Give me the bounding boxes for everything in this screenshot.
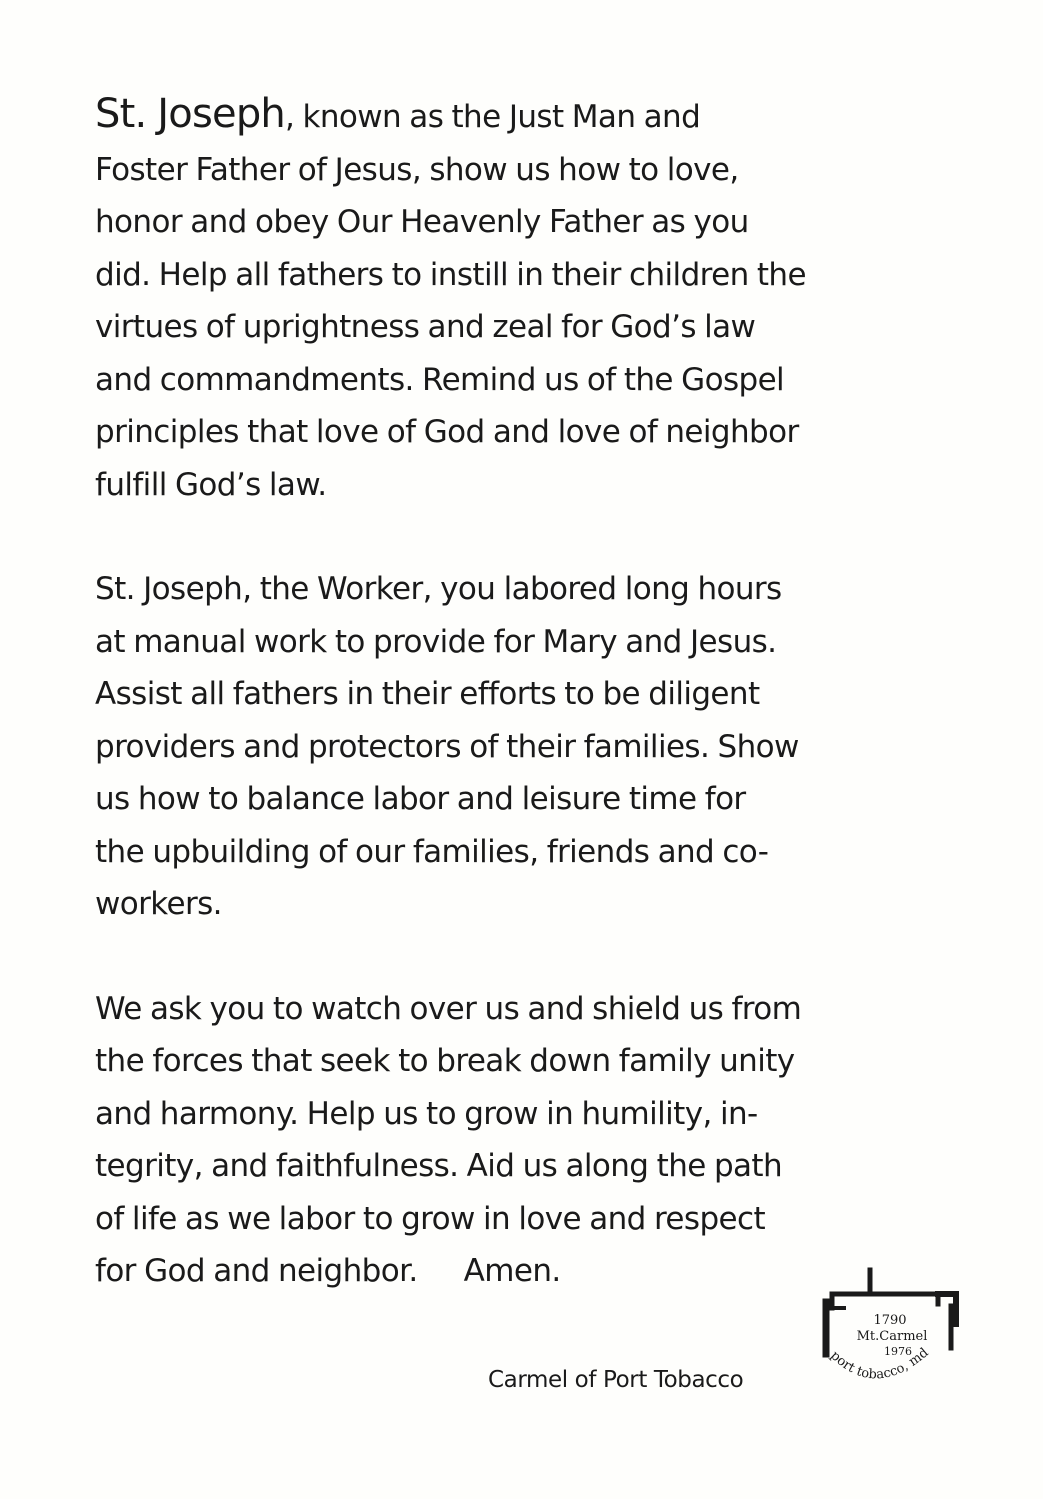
paragraph-3-line-6: for God and neighbor. Amen. bbox=[95, 1253, 561, 1289]
paragraph-2 bbox=[95, 563, 975, 931]
paragraph-1-line-5: virtues of uprightness and zeal for God’s law bbox=[95, 309, 756, 345]
paragraph-3-line-4: tegrity, and faithfulness. Aid us along the path bbox=[95, 1148, 783, 1184]
paragraph-1-line-2: Foster Father of Jesus, show us how to love, bbox=[95, 151, 739, 188]
paragraph-2-line-4: providers and protectors of their families. Show bbox=[95, 728, 799, 765]
prayer-text bbox=[95, 88, 975, 1298]
seal-graphic bbox=[810, 1262, 965, 1412]
paragraph-3-line-1: We ask you to watch over us and shield us from bbox=[95, 990, 802, 1027]
mt-carmel-seal-logo bbox=[810, 1262, 965, 1412]
paragraph-1-line-3: honor and obey Our Heavenly Father as you bbox=[95, 204, 749, 240]
paragraph-2-line-6: the upbuilding of our families, friends and co- bbox=[95, 833, 769, 870]
paragraph-1-line-7: principles that love of God and love of neighbor bbox=[95, 414, 799, 450]
paragraph-2-line-7: workers. bbox=[95, 886, 222, 922]
paragraph-2-line-5: us how to balance labor and leisure time for bbox=[95, 781, 746, 817]
paragraph-3-line-5: of life as we labor to grow in love and respect bbox=[95, 1200, 766, 1237]
signature: Carmel of Port Tobacco bbox=[488, 1367, 744, 1393]
paragraph-3 bbox=[95, 983, 975, 1298]
seal-arc-text: port tobacco, md bbox=[827, 1345, 932, 1383]
seal-name: Mt.Carmel bbox=[856, 1329, 928, 1344]
paragraph-1 bbox=[95, 88, 975, 511]
lead-title: St. Joseph bbox=[95, 91, 285, 137]
seal-year-restored: 1976 bbox=[884, 1345, 912, 1358]
paragraph-2-line-2: at manual work to provide for Mary and Jesus. bbox=[95, 623, 777, 660]
paragraph-1-line-1: St. Joseph, known as the Just Man and bbox=[95, 91, 701, 137]
seal-year-founded: 1790 bbox=[873, 1313, 907, 1328]
paragraph-3-line-2: the forces that seek to break down family unity bbox=[95, 1043, 795, 1079]
paragraph-3-line-3: and harmony. Help us to grow in humility, in- bbox=[95, 1095, 758, 1132]
paragraph-1-line-6: and commandments. Remind us of the Gospel bbox=[95, 361, 785, 398]
paragraph-2-line-3: Assist all fathers in their efforts to be diligent bbox=[95, 676, 760, 712]
paragraph-1-line-4: did. Help all fathers to instill in their children the bbox=[95, 256, 806, 293]
paragraph-2-line-1: St. Joseph, the Worker, you labored long hours bbox=[95, 571, 782, 607]
closing-amen: Amen. bbox=[463, 1253, 561, 1289]
paragraph-1-line-8: fulfill God’s law. bbox=[95, 466, 327, 503]
